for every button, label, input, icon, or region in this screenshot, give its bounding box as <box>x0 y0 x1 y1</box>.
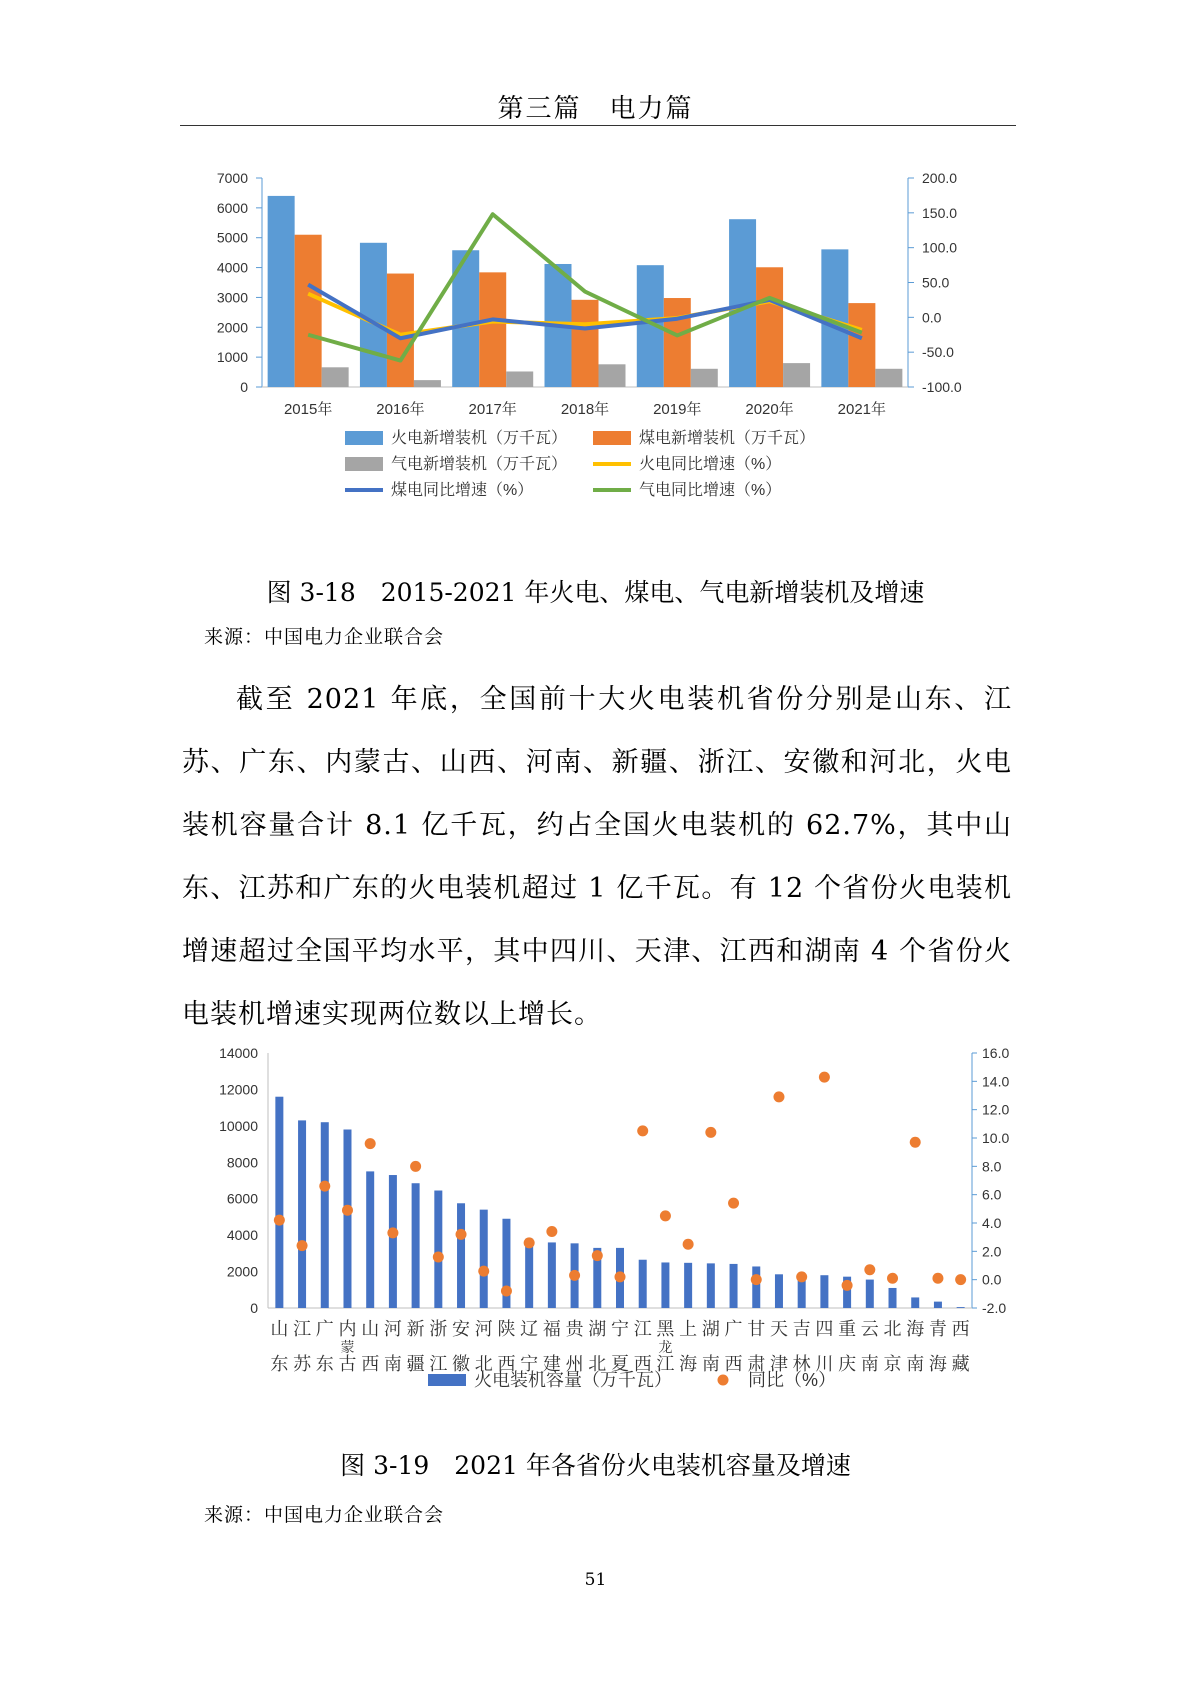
point-4 <box>365 1138 376 1149</box>
point-10 <box>501 1286 512 1297</box>
bar-4 <box>366 1171 374 1308</box>
x-tick-label-bottom: 东 <box>270 1354 289 1374</box>
left-axis-tick-label: 3000 <box>216 289 248 306</box>
x-tick-label-top: 宁 <box>611 1319 629 1339</box>
right-axis-tick-label: 150.0 <box>922 204 958 221</box>
x-tick-label-bottom: 东 <box>315 1354 334 1374</box>
body-paragraph: 截至 2021 年底，全国前十大火电装机省份分别是山东、江苏、广东、内蒙古、山西、河南、新疆、浙江、安徽和河北，火电装机容量合计 8.1 亿千瓦，约占全国火电装机的 62.7%，其中山东、江苏和广东的火电装机超过 1 亿千瓦。有 12 个省份火电装机增速超过全国平均水平，其中四川、天津、江西和湖南 4 个省份火电装机增速实现两位数以上增长。 <box>182 684 1012 1030</box>
x-tick-label-bottom: 西 <box>497 1354 516 1374</box>
bar-1-5 <box>756 267 783 387</box>
x-axis-tick-label: 2017年 <box>468 401 517 418</box>
left-axis-tick-label: 8000 <box>226 1154 258 1171</box>
x-tick-label-bottom: 古 <box>338 1354 357 1374</box>
x-tick-label-top: 云 <box>860 1319 879 1339</box>
right-axis-tick-label: 0.0 <box>982 1271 1002 1288</box>
x-tick-label-bottom: 藏 <box>951 1354 970 1374</box>
x-tick-label-top: 广 <box>724 1319 743 1339</box>
x-axis-tick-label: 2018年 <box>560 401 610 418</box>
x-tick-label-extra: 龙 <box>658 1339 673 1355</box>
bar-2-1 <box>414 380 441 387</box>
point-18 <box>683 1239 694 1250</box>
x-tick-label-top: 新 <box>406 1319 425 1339</box>
x-tick-label-top: 甘 <box>747 1319 766 1339</box>
point-21 <box>751 1274 762 1285</box>
bar-22 <box>775 1274 783 1308</box>
point-9 <box>478 1266 489 1277</box>
bar-17 <box>661 1262 669 1308</box>
x-tick-label-top: 上 <box>679 1319 698 1339</box>
bar-1-4 <box>664 298 691 387</box>
bar-9 <box>480 1210 488 1308</box>
left-axis-tick-label: 6000 <box>226 1190 258 1207</box>
legend-swatch-0 <box>345 431 383 445</box>
x-tick-label-top: 江 <box>293 1319 312 1339</box>
left-axis-tick-label: 2000 <box>226 1263 258 1280</box>
bar-3 <box>343 1130 351 1309</box>
point-30 <box>955 1274 966 1285</box>
bar-1-2 <box>479 272 506 387</box>
legend-label-bar: 火电装机容量（万千瓦） <box>474 1370 672 1390</box>
x-tick-label-top: 天 <box>769 1319 788 1339</box>
x-axis-tick-label: 2016年 <box>376 401 425 418</box>
bar-2-0 <box>322 367 349 387</box>
x-tick-label-extra: 蒙 <box>340 1339 355 1355</box>
left-axis-tick-label: 2000 <box>216 319 248 336</box>
bar-24 <box>820 1275 828 1308</box>
point-2 <box>319 1181 330 1192</box>
x-tick-label-bottom: 南 <box>906 1354 925 1374</box>
x-tick-label-bottom: 苏 <box>293 1354 312 1374</box>
point-7 <box>433 1252 444 1263</box>
right-axis-tick-label: 14.0 <box>982 1073 1010 1090</box>
bar-26 <box>866 1280 874 1308</box>
x-tick-label-bottom: 肃 <box>747 1354 766 1374</box>
x-tick-label-top: 河 <box>383 1319 402 1339</box>
x-tick-label-top: 湖 <box>588 1319 607 1339</box>
bar-2 <box>321 1122 329 1308</box>
x-tick-label-top: 河 <box>474 1319 493 1339</box>
x-tick-label-top: 吉 <box>792 1319 811 1339</box>
figure1-caption: 图 3-18 2015-2021 年火电、煤电、气电新增装机及增速 <box>266 578 925 607</box>
left-axis-tick-label: 4000 <box>216 259 248 276</box>
x-tick-label-bottom: 徽 <box>452 1354 471 1374</box>
left-axis-tick-label: 1000 <box>216 349 248 366</box>
x-tick-label-top: 湖 <box>701 1319 720 1339</box>
legend-label-3: 火电同比增速（%） <box>639 456 782 473</box>
point-28 <box>910 1137 921 1148</box>
right-axis-tick-label: 12.0 <box>982 1101 1010 1118</box>
x-tick-label-top: 广 <box>315 1319 334 1339</box>
left-axis-tick-label: 12000 <box>219 1081 258 1098</box>
x-tick-label-bottom: 南 <box>383 1354 402 1374</box>
right-axis-tick-label: 100.0 <box>922 239 958 256</box>
x-axis-tick-label: 2021年 <box>837 401 887 418</box>
bar-20 <box>730 1264 738 1308</box>
legend-label-2: 气电新增装机（万千瓦） <box>391 456 568 473</box>
x-tick-label-top: 内 <box>338 1319 357 1339</box>
x-tick-label-top: 山 <box>270 1319 289 1339</box>
x-tick-label-bottom: 西 <box>724 1354 743 1374</box>
x-tick-label-bottom: 夏 <box>611 1354 629 1374</box>
point-22 <box>773 1091 784 1102</box>
x-tick-label-bottom: 江 <box>656 1354 675 1374</box>
x-tick-label-bottom: 宁 <box>520 1354 539 1374</box>
x-tick-label-top: 山 <box>361 1319 380 1339</box>
x-tick-label-bottom: 西 <box>633 1354 652 1374</box>
point-1 <box>297 1240 308 1251</box>
legend-label-1: 煤电新增装机（万千瓦） <box>639 430 816 447</box>
x-axis-tick-label: 2019年 <box>653 401 702 418</box>
x-tick-label-top: 江 <box>633 1319 652 1339</box>
x-tick-label-bottom: 津 <box>769 1354 788 1374</box>
figure2-caption: 图 3-19 2021 年各省份火电装机容量及增速 <box>340 1451 851 1480</box>
bar-16 <box>639 1260 647 1308</box>
bar-27 <box>889 1288 897 1308</box>
x-tick-label-bottom: 海 <box>679 1354 698 1374</box>
bar-18 <box>684 1263 692 1308</box>
point-19 <box>705 1127 716 1138</box>
x-tick-label-bottom: 庆 <box>838 1354 857 1374</box>
x-tick-label-bottom: 京 <box>883 1354 902 1374</box>
bar-2-5 <box>783 363 810 387</box>
right-axis-tick-label: 0.0 <box>922 309 942 326</box>
right-axis-tick-label: -50.0 <box>922 344 954 361</box>
right-axis-tick-label: -100.0 <box>922 379 962 395</box>
bar-0-0 <box>268 196 295 387</box>
bar-2-2 <box>506 371 533 387</box>
point-0 <box>274 1215 285 1226</box>
x-tick-label-bottom: 南 <box>860 1354 879 1374</box>
x-axis-tick-label: 2015年 <box>283 401 333 418</box>
bar-6 <box>412 1183 420 1308</box>
right-axis-tick-label: 10.0 <box>982 1130 1010 1146</box>
x-tick-label-bottom: 南 <box>701 1354 720 1374</box>
bar-2-6 <box>875 369 902 387</box>
bar-12 <box>548 1242 556 1308</box>
point-11 <box>524 1237 535 1248</box>
x-tick-label-bottom: 海 <box>928 1354 947 1374</box>
x-tick-label-bottom: 北 <box>588 1354 607 1374</box>
point-3 <box>342 1205 353 1216</box>
point-13 <box>569 1270 580 1281</box>
bar-2-3 <box>599 364 626 387</box>
bar-8 <box>457 1203 465 1308</box>
left-axis-tick-label: 7000 <box>216 170 248 186</box>
point-6 <box>410 1161 421 1172</box>
x-tick-label-top: 北 <box>883 1319 902 1339</box>
left-axis-tick-label: 0 <box>250 1300 258 1316</box>
legend-label-point: 同比（%） <box>748 1370 837 1390</box>
left-axis-tick-label: 4000 <box>226 1227 258 1244</box>
point-16 <box>637 1125 648 1136</box>
bar-30 <box>957 1307 965 1308</box>
point-14 <box>592 1250 603 1261</box>
right-axis-tick-label: 50.0 <box>922 274 950 291</box>
chart-provincial-capacity <box>0 1033 1191 1408</box>
legend-swatch-2 <box>345 457 383 471</box>
legend-swatch-point <box>718 1375 729 1386</box>
bar-28 <box>911 1297 919 1308</box>
x-tick-label-bottom: 北 <box>474 1354 493 1374</box>
left-axis-tick-label: 6000 <box>216 199 248 216</box>
right-axis-tick-label: 8.0 <box>982 1158 1002 1175</box>
point-26 <box>864 1264 875 1275</box>
x-tick-label-top: 安 <box>452 1319 471 1339</box>
bar-1 <box>298 1120 306 1308</box>
point-15 <box>615 1271 626 1282</box>
x-tick-label-bottom: 江 <box>429 1354 448 1374</box>
x-tick-label-top: 浙 <box>429 1319 448 1339</box>
x-tick-label-top: 海 <box>906 1319 925 1339</box>
figure2-source: 来源：中国电力企业联合会 <box>204 1504 445 1526</box>
legend-label-5: 气电同比增速（%） <box>639 482 782 499</box>
right-axis-tick-label: 6.0 <box>982 1186 1002 1203</box>
point-23 <box>796 1271 807 1282</box>
legend-swatch-1 <box>593 431 631 445</box>
left-axis-tick-label: 0 <box>240 379 248 395</box>
x-tick-label-top: 青 <box>928 1319 947 1339</box>
x-tick-label-top: 辽 <box>520 1319 539 1339</box>
x-tick-label-top: 黑 <box>656 1319 675 1339</box>
point-17 <box>660 1210 671 1221</box>
point-20 <box>728 1198 739 1209</box>
point-24 <box>819 1072 830 1083</box>
legend-label-0: 火电新增装机（万千瓦） <box>391 430 568 447</box>
bar-1-0 <box>295 235 322 387</box>
right-axis-tick-label: -2.0 <box>982 1300 1007 1316</box>
x-tick-label-top: 贵 <box>565 1319 584 1339</box>
left-axis-tick-label: 5000 <box>216 229 248 246</box>
bar-21 <box>752 1266 760 1308</box>
left-axis-tick-label: 10000 <box>219 1117 258 1134</box>
bar-19 <box>707 1263 715 1308</box>
page-number: 51 <box>584 1570 607 1590</box>
header-rule <box>180 125 1016 126</box>
point-29 <box>932 1273 943 1284</box>
bar-1-6 <box>848 303 875 387</box>
bar-1-3 <box>572 300 599 387</box>
bar-5 <box>389 1175 397 1308</box>
x-tick-label-top: 陕 <box>497 1319 516 1339</box>
x-tick-label-bottom: 川 <box>815 1354 834 1374</box>
left-axis-tick-label: 14000 <box>219 1045 258 1061</box>
figure1-source: 来源：中国电力企业联合会 <box>204 626 445 648</box>
bar-11 <box>525 1239 533 1308</box>
right-axis-tick-label: 4.0 <box>982 1215 1002 1231</box>
legend-label-4: 煤电同比增速（%） <box>391 482 534 499</box>
bar-7 <box>434 1191 442 1308</box>
x-tick-label-top: 西 <box>951 1319 970 1339</box>
chart-new-installed-capacity <box>0 155 1191 535</box>
x-tick-label-bottom: 西 <box>361 1354 380 1374</box>
x-tick-label-bottom: 林 <box>792 1354 811 1374</box>
x-tick-label-top: 四 <box>815 1319 834 1339</box>
legend-swatch-bar <box>428 1374 466 1386</box>
bar-0 <box>275 1097 283 1308</box>
x-tick-label-top: 福 <box>542 1319 561 1339</box>
point-5 <box>387 1227 398 1238</box>
x-tick-label-bottom: 州 <box>565 1354 584 1374</box>
x-axis-tick-label: 2020年 <box>745 401 794 418</box>
x-tick-label-bottom: 建 <box>542 1354 561 1374</box>
page-header-title: 第三篇 电力篇 <box>497 94 694 124</box>
point-27 <box>887 1273 898 1284</box>
x-tick-label-bottom: 疆 <box>406 1354 425 1374</box>
point-8 <box>456 1229 467 1240</box>
bar-29 <box>934 1302 942 1308</box>
point-12 <box>546 1226 557 1237</box>
x-tick-label-top: 重 <box>838 1319 857 1339</box>
bar-2-4 <box>691 369 718 387</box>
point-25 <box>842 1280 853 1291</box>
right-axis-tick-label: 2.0 <box>982 1243 1002 1260</box>
right-axis-tick-label: 200.0 <box>922 170 958 186</box>
right-axis-tick-label: 16.0 <box>982 1045 1010 1061</box>
